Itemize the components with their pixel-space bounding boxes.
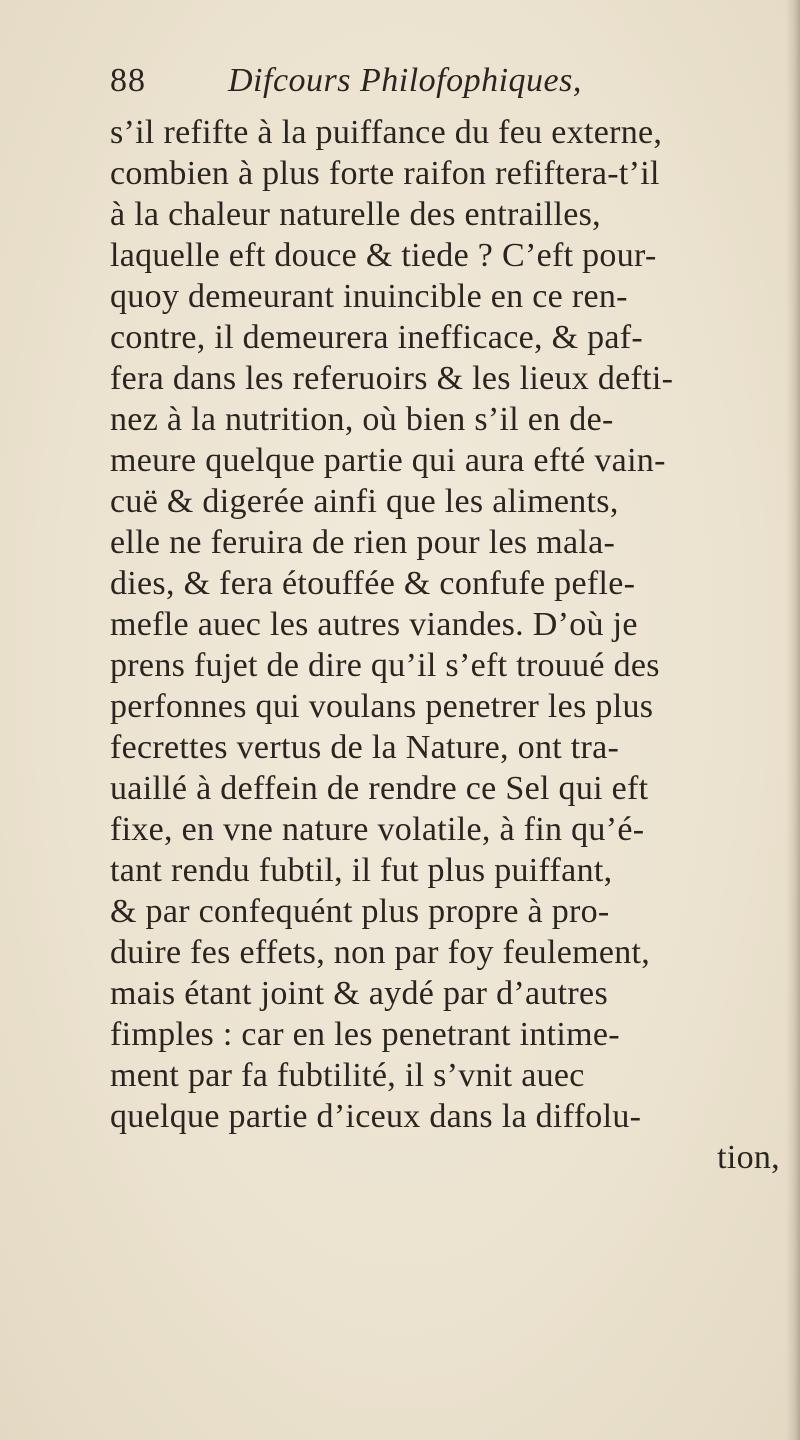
text-line: fecrettes vertus de la Nature, ont tra- <box>110 729 620 766</box>
text-line: cuë & digerée ainfi que les aliments, <box>110 483 619 520</box>
text-line: ment par fa fubtilité, il s’vnit auec <box>110 1057 585 1094</box>
text-line: mais étant joint & aydé par d’autres <box>110 975 608 1012</box>
text-line: tant rendu fubtil, il fut plus puiffant, <box>110 852 613 889</box>
text-line: perfonnes qui voulans penetrer les plus <box>110 688 654 725</box>
text-line: combien à plus forte raifon refiftera-t’il <box>110 155 660 192</box>
body-text <box>110 112 790 1178</box>
text-line-final: tion, <box>717 1139 780 1176</box>
text-line: mefle auec les autres viandes. D’où je <box>110 606 638 643</box>
text-line: duire fes effets, non par foy feulement, <box>110 934 651 971</box>
running-title: Difcours Philofophiques, <box>228 62 582 99</box>
page-header <box>110 62 670 110</box>
text-line: quoy demeurant inuincible en ce ren- <box>110 278 628 315</box>
text-line: prens fujet de dire qu’il s’eft trouué des <box>110 647 660 684</box>
text-line: laquelle eft douce & tiede ? C’eft pour- <box>110 237 657 274</box>
text-line: elle ne feruira de rien pour les mala- <box>110 524 616 561</box>
text-line: à la chaleur naturelle des entrailles, <box>110 196 601 233</box>
text-line: s’il refifte à la puiffance du feu externe, <box>110 114 663 151</box>
text-line: fera dans les referuoirs & les lieux defti- <box>110 360 674 397</box>
text-line: fixe, en vne nature volatile, à fin qu’é- <box>110 811 645 848</box>
text-line: meure quelque partie qui aura efté vain- <box>110 442 666 479</box>
text-line: contre, il demeurera inefficace, & paf- <box>110 319 644 356</box>
text-line: dies, & fera étouffée & confufe pefle- <box>110 565 636 602</box>
text-line: fimples : car en les penetrant intime- <box>110 1016 620 1053</box>
text-line: uaillé à deffein de rendre ce Sel qui eft <box>110 770 649 807</box>
page-number: 88 <box>110 62 146 99</box>
text-line: quelque partie d’iceux dans la diffolu- <box>110 1098 642 1135</box>
text-line: nez à la nutrition, où bien s’il en de- <box>110 401 614 438</box>
text-line: & par confequént plus propre à pro- <box>110 893 610 930</box>
